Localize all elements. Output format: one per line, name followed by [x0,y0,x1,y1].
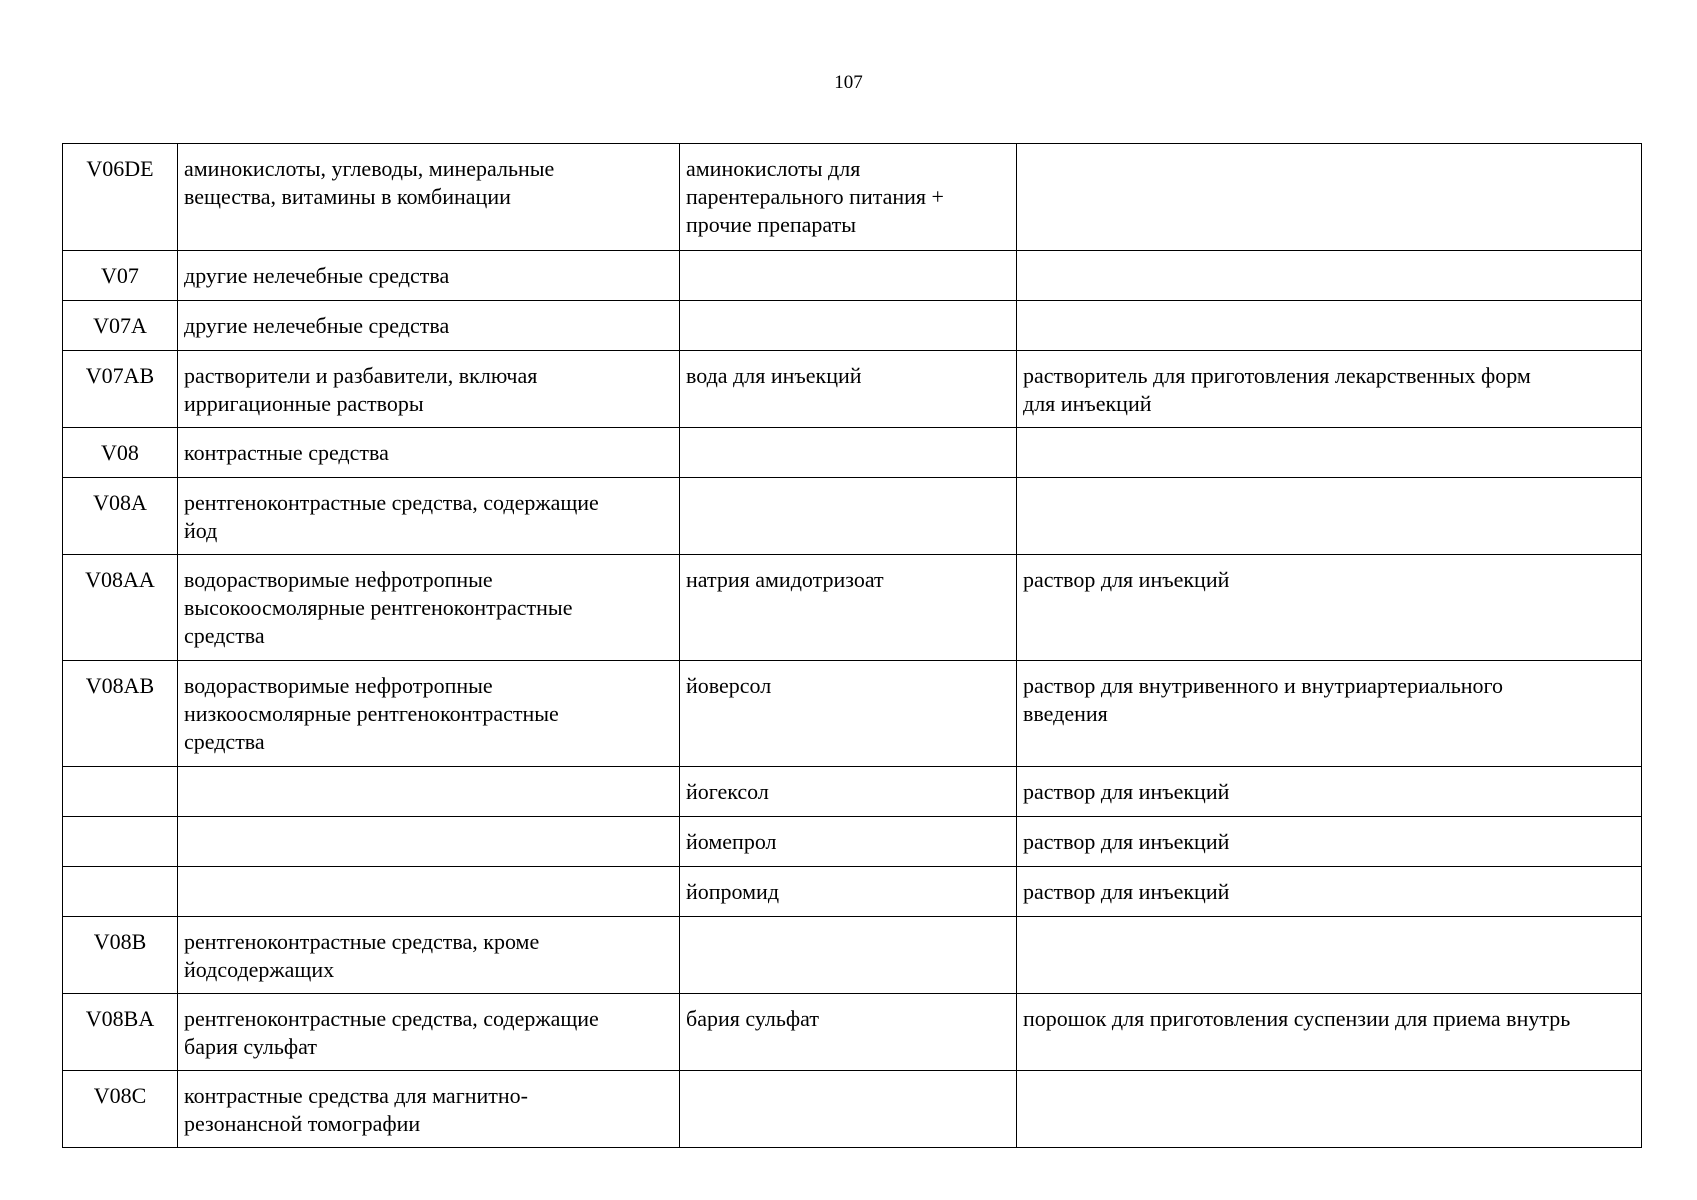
anatomical-group-cell [178,867,680,917]
dosage-form-cell [1017,1071,1642,1148]
table-row [63,428,1642,478]
atc-code-cell: V08AA [63,555,178,661]
atc-code-cell: V08C [63,1071,178,1148]
table-row [63,994,1642,1071]
drug-name-cell: йогексол [680,767,1017,817]
drug-name-cell: натрия амидотризоат [680,555,1017,661]
table-row [63,351,1642,428]
atc-code-cell: V08AB [63,661,178,767]
anatomical-group-cell: другие нелечебные средства [178,301,680,351]
atc-code-cell [63,817,178,867]
drug-classification-table [62,143,1642,1148]
drug-name-cell: аминокислоты для парентерального питания + прочие препараты [680,144,1017,251]
anatomical-group-cell: контрастные средства [178,428,680,478]
dosage-form-cell [1017,917,1642,994]
table-row [63,555,1642,661]
atc-code-cell [63,767,178,817]
drug-name-cell: вода для инъекций [680,351,1017,428]
atc-code-cell: V06DE [63,144,178,251]
atc-code-cell: V08A [63,478,178,555]
drug-name-cell [680,301,1017,351]
atc-code-cell: V08B [63,917,178,994]
dosage-form-cell [1017,428,1642,478]
anatomical-group-cell [178,817,680,867]
drug-name-cell: йоверсол [680,661,1017,767]
dosage-form-cell: раствор для инъекций [1017,555,1642,661]
drug-name-cell [680,1071,1017,1148]
anatomical-group-cell: водорастворимые нефротропные низкоосмолярные рентгеноконтрастные средства [178,661,680,767]
dosage-form-cell [1017,478,1642,555]
anatomical-group-cell: другие нелечебные средства [178,251,680,301]
drug-name-cell: йомепрол [680,817,1017,867]
page-number: 107 [834,72,863,93]
drug-name-cell [680,251,1017,301]
anatomical-group-cell: контрастные средства для магнитно- резонансной томографии [178,1071,680,1148]
atc-code-cell: V07 [63,251,178,301]
anatomical-group-cell: растворители и разбавители, включая ирригационные растворы [178,351,680,428]
drug-name-cell [680,428,1017,478]
drug-name-cell [680,478,1017,555]
anatomical-group-cell: водорастворимые нефротропные высокоосмолярные рентгеноконтрастные средства [178,555,680,661]
dosage-form-cell: раствор для инъекций [1017,867,1642,917]
table-row [63,867,1642,917]
dosage-form-cell [1017,251,1642,301]
drug-name-cell: бария сульфат [680,994,1017,1071]
dosage-form-cell: растворитель для приготовления лекарственных форм для инъекций [1017,351,1642,428]
drug-name-cell: йопромид [680,867,1017,917]
atc-code-cell: V07A [63,301,178,351]
atc-code-cell [63,867,178,917]
atc-code-cell: V07AB [63,351,178,428]
dosage-form-cell: раствор для инъекций [1017,767,1642,817]
table-row [63,251,1642,301]
table-row [63,767,1642,817]
table-row [63,917,1642,994]
table-body [63,144,1642,1148]
anatomical-group-cell: рентгеноконтрастные средства, кроме йодсодержащих [178,917,680,994]
dosage-form-cell [1017,301,1642,351]
table-row [63,1071,1642,1148]
table-row [63,817,1642,867]
table-row [63,144,1642,251]
atc-code-cell: V08 [63,428,178,478]
dosage-form-cell [1017,144,1642,251]
anatomical-group-cell [178,767,680,817]
dosage-form-cell: порошок для приготовления суспензии для приема внутрь [1017,994,1642,1071]
table-row [63,301,1642,351]
table-row [63,661,1642,767]
drug-name-cell [680,917,1017,994]
anatomical-group-cell: рентгеноконтрастные средства, содержащие бария сульфат [178,994,680,1071]
atc-code-cell: V08BA [63,994,178,1071]
anatomical-group-cell: аминокислоты, углеводы, минеральные вещества, витамины в комбинации [178,144,680,251]
table-row [63,478,1642,555]
dosage-form-cell: раствор для инъекций [1017,817,1642,867]
anatomical-group-cell: рентгеноконтрастные средства, содержащие йод [178,478,680,555]
dosage-form-cell: раствор для внутривенного и внутриартериального введения [1017,661,1642,767]
